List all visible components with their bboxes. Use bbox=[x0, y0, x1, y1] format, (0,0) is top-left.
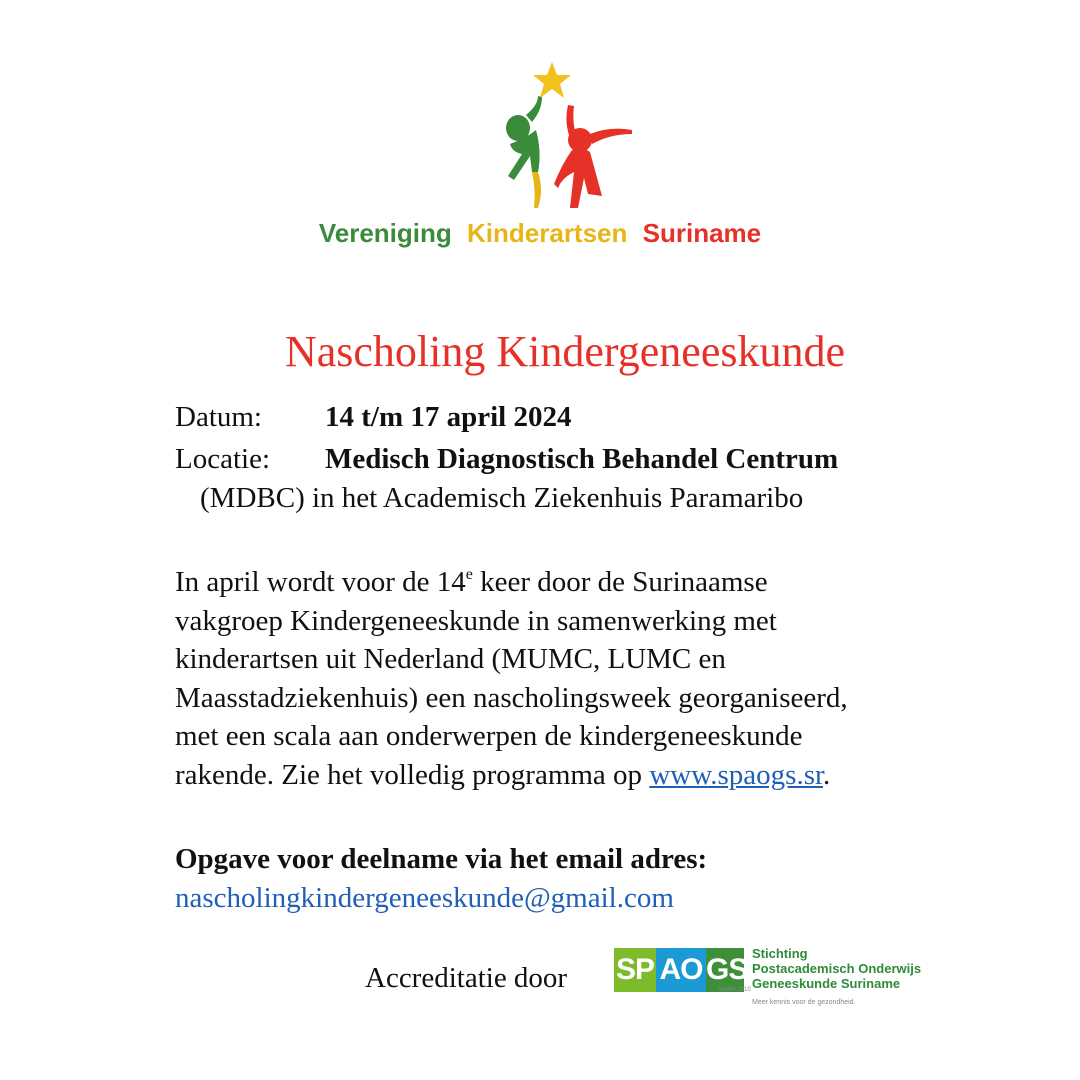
logo-word-suriname: Suriname bbox=[642, 218, 762, 248]
logo-word-vereniging: Vereniging bbox=[318, 218, 452, 248]
description-paragraph bbox=[175, 563, 975, 795]
yellow-shape-icon bbox=[532, 172, 541, 208]
paragraph-line: vakgroep Kindergeneeskunde in samenwerking met bbox=[175, 604, 777, 637]
vks-logo-icon bbox=[498, 60, 648, 210]
locatie-row bbox=[175, 443, 838, 476]
datum-row bbox=[175, 401, 572, 434]
accreditation-label: Accreditatie door bbox=[365, 962, 568, 994]
locatie-extra: (MDBC) in het Academisch Ziekenhuis Paramaribo bbox=[200, 482, 804, 514]
logo-word-kinderartsen: Kinderartsen bbox=[467, 218, 628, 248]
paragraph-line: In april wordt voor de 14e keer door de Surinaamse bbox=[175, 566, 768, 598]
locatie-label: Locatie: bbox=[175, 443, 271, 475]
spaogs-tagline: Meer kennis voor de gezondheid. bbox=[752, 999, 856, 1006]
locatie-value: Medisch Diagnostisch Behandel Centrum bbox=[325, 443, 839, 475]
green-child-icon bbox=[506, 96, 542, 180]
spaogs-logo-gs: GS bbox=[706, 948, 744, 992]
paragraph-line: Maasstadziekenhuis) een nascholingsweek georganiseerd, bbox=[175, 681, 848, 714]
paragraph-line: kinderartsen uit Nederland (MUMC, LUMC en bbox=[175, 643, 726, 676]
datum-value: 14 t/m 17 april 2024 bbox=[325, 401, 572, 433]
spaogs-logo bbox=[614, 944, 944, 1012]
spaogs-logo-sp: SP bbox=[614, 948, 656, 992]
star-icon bbox=[533, 62, 571, 98]
paragraph-line: rakende. Zie het volledig programma op www.spaogs.sr. bbox=[175, 758, 831, 791]
logo-name bbox=[0, 218, 1080, 249]
spaogs-logo-ao: AO bbox=[656, 948, 706, 992]
registration-email-link[interactable]: nascholingkindergeneeskunde@gmail.com bbox=[175, 882, 674, 914]
red-child-icon bbox=[554, 105, 632, 208]
ordinal-superscript: e bbox=[465, 566, 473, 583]
spaogs-since: Sedert 2010 bbox=[718, 987, 751, 993]
spaogs-org-line: Postacademisch Onderwijs bbox=[752, 961, 922, 976]
paragraph-line: met een scala aan onderwerpen de kindergeneeskunde bbox=[175, 720, 803, 753]
page-title: Nascholing Kindergeneeskunde bbox=[284, 327, 846, 376]
spaogs-link[interactable]: www.spaogs.sr bbox=[649, 758, 824, 791]
spaogs-org-line: Geneeskunde Suriname bbox=[752, 976, 901, 991]
registration-heading: Opgave voor deelname via het email adres: bbox=[175, 843, 708, 875]
spaogs-org-line: Stichting bbox=[752, 946, 808, 961]
datum-label: Datum: bbox=[175, 401, 262, 433]
spaogs-org-name bbox=[752, 946, 921, 991]
